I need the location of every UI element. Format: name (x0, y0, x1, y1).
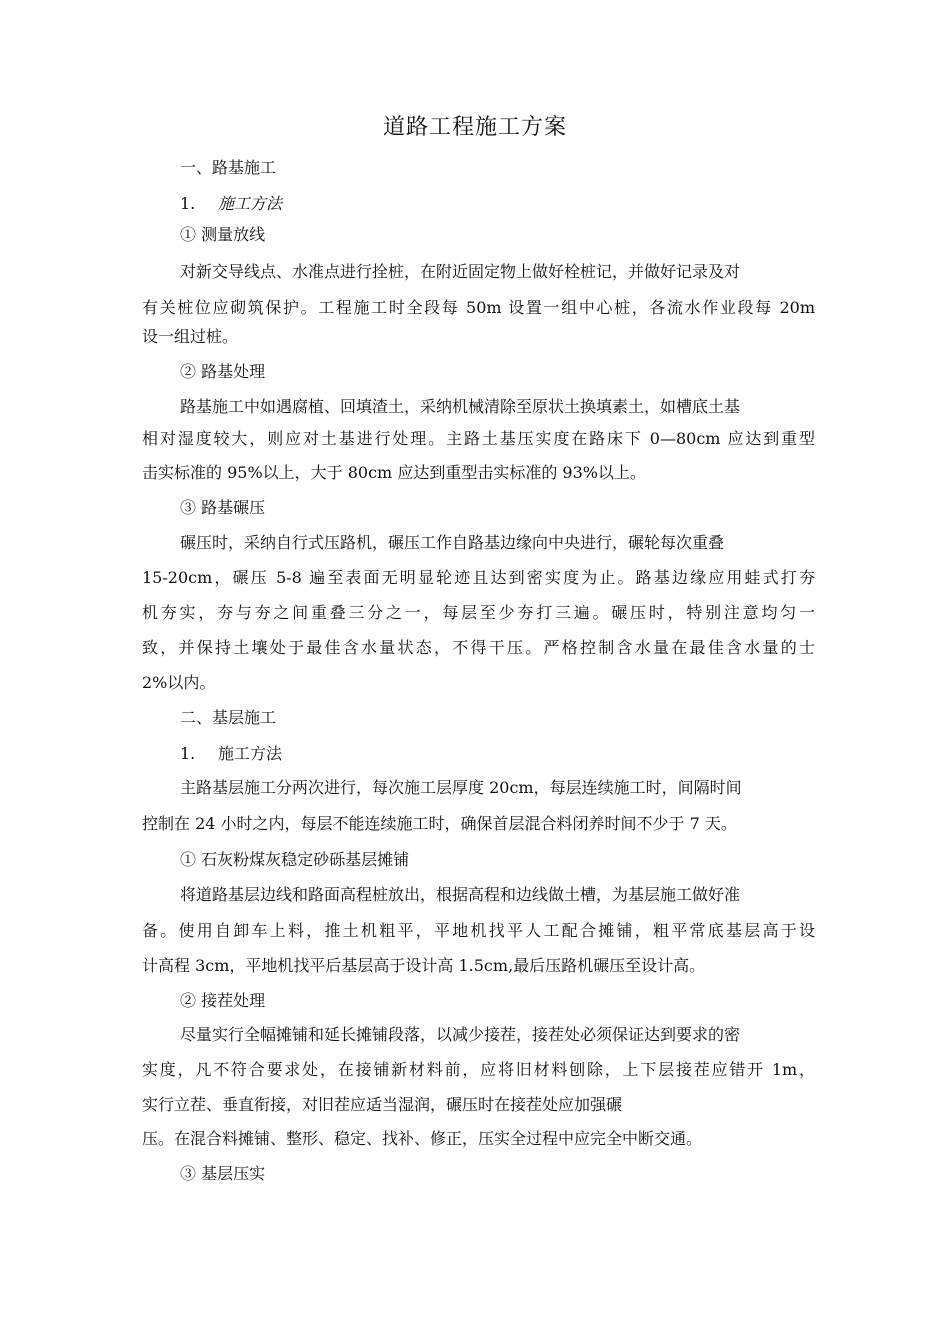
paragraph-line: 尽量实行全幅摊铺和延长摊铺段落，以减少接茬，接茬处必须保证达到要求的密 (180, 1025, 741, 1044)
item-heading: ① 测量放线 (180, 225, 266, 244)
item-heading: ③ 基层压实 (180, 1164, 266, 1183)
paragraph-line: 实行立茬、垂直衔接，对旧茬应适当湿润，碾压时在接茬处应加强碾 (142, 1095, 623, 1114)
section-heading: 二、基层施工 (180, 708, 277, 727)
section-heading: 一、路基施工 (180, 158, 277, 177)
item-heading: ③ 路基碾压 (180, 498, 266, 517)
paragraph-line: 路基施工中如遇腐植、回填渣土，采纳机械清除至原状土换填素土，如槽底土基 (180, 397, 741, 416)
item-heading: ② 接茬处理 (180, 991, 266, 1010)
paragraph-line: 设一组过桩。 (142, 327, 239, 346)
subsection-label: 施工方法 (218, 744, 283, 763)
paragraph-line: 控制在 24 小时之内，每层不能连续施工时，确保首层混合料闭养时间不少于 7 天。 (142, 814, 737, 833)
paragraph-line: 有关桩位应砌筑保护。工程施工时全段每 50m 设置一组中心桩，各流水作业段每 20m (142, 298, 815, 317)
paragraph-line: 机夯实，夯与夯之间重叠三分之一，每层至少夯打三遍。碾压时，特别注意均匀一 (142, 603, 815, 622)
item-heading: ① 石灰粉煤灰稳定砂砾基层摊铺 (180, 850, 410, 869)
paragraph-line: 对新交导线点、水准点进行拴桩，在附近固定物上做好栓桩记，并做好记录及对 (180, 262, 741, 281)
paragraph-line: 相对湿度较大，则应对土基进行处理。主路土基压实度在路床下 0—80cm 应达到重型 (142, 429, 815, 448)
paragraph-line: 计高程 3cm，平地机找平后基层高于设计高 1.5cm,最后压路机碾压至设计高。 (142, 956, 706, 975)
paragraph-line: 15-20cm，碾压 5-8 遍至表面无明显轮迹且达到密实度为止。路基边缘应用蛙式打夯 (142, 568, 815, 587)
subsection-label: 施工方法 (218, 194, 283, 213)
subsection-heading (180, 193, 282, 215)
paragraph-line: 备。使用自卸车上料，推土机粗平，平地机找平人工配合摊铺，粗平常底基层高于设 (142, 921, 815, 940)
paragraph-line: 将道路基层边线和路面高程桩放出，根据高程和边线做土槽，为基层施工做好准 (180, 885, 741, 904)
paragraph-line: 击实标准的 95%以上，大于 80cm 应达到重型击实标准的 93%以上。 (142, 463, 646, 482)
paragraph-line: 致，并保持土壤处于最佳含水量状态，不得干压。严格控制含水量在最佳含水量的士 (142, 638, 815, 657)
paragraph-line: 压。在混合料摊铺、整形、稳定、找补、修正，压实全过程中应完全中断交通。 (142, 1129, 703, 1148)
paragraph-line: 主路基层施工分两次进行，每次施工层厚度 20cm，每层连续施工时，间隔时间 (180, 778, 742, 797)
subsection-heading (180, 743, 282, 765)
paragraph-line: 2%以内。 (142, 673, 216, 692)
subsection-number: 1. (180, 194, 196, 213)
subsection-number: 1. (180, 744, 196, 763)
document-title: 道路工程施工方案 (382, 115, 567, 140)
paragraph-line: 实度，凡不符合要求处，在接铺新材料前，应将旧材料刨除，上下层接茬应错开 1m， (142, 1060, 815, 1079)
item-heading: ② 路基处理 (180, 362, 266, 381)
paragraph-line: 碾压时，采纳自行式压路机，碾压工作自路基边缘向中央进行，碾轮每次重叠 (180, 533, 725, 552)
